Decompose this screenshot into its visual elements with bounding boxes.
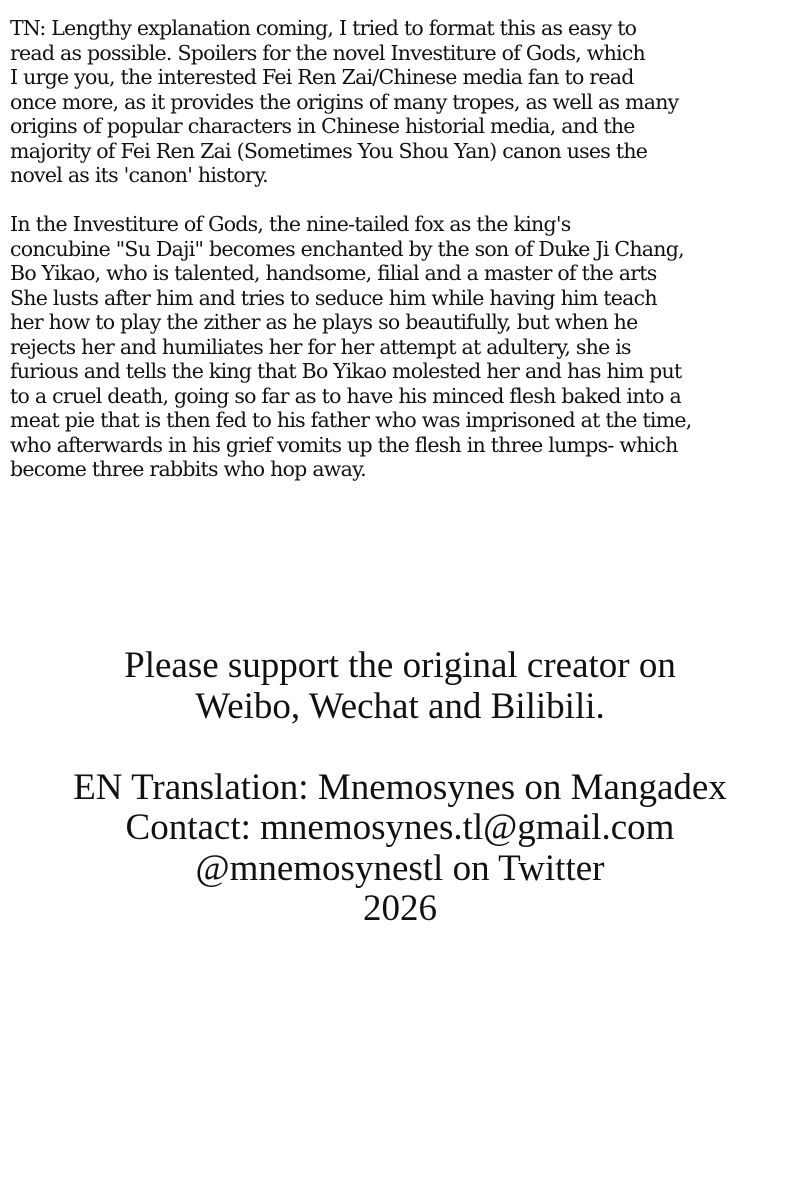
credits-block	[0, 646, 800, 930]
tn-line: furious and tells the king that Bo Yikao molested her and has him put	[10, 359, 682, 383]
tn-line: origins of popular characters in Chinese historial media, and the	[10, 114, 635, 138]
tn-line: In the Investiture of Gods, the nine-tailed fox as the king's	[10, 212, 571, 236]
tn-line: to a cruel death, going so far as to have his minced flesh baked into a	[10, 383, 681, 408]
tn-line: TN: Lengthy explanation coming, I tried to format this as easy to	[10, 16, 637, 40]
tn-line: concubine "Su Daji" becomes enchanted by the son of Duke Ji Chang,	[10, 236, 684, 261]
contact-email: Contact: mnemosynes.tl@gmail.com	[125, 807, 675, 848]
support-line-1: Please support the original creator on	[124, 645, 676, 686]
tn-line: her how to play the zither as he plays so beautifully, but when he	[10, 310, 638, 334]
translation-credit: EN Translation: Mnemosynes on Mangadex	[73, 766, 727, 808]
tn-line: who afterwards in his grief vomits up the flesh in three lumps- which	[10, 432, 678, 457]
tn-line: majority of Fei Ren Zai (Sometimes You Shou Yan) canon uses the	[10, 138, 648, 163]
support-line-2: Weibo, Wechat and Bilibili.	[195, 685, 605, 727]
tn-line: once more, as it provides the origins of many tropes, as well as many	[10, 89, 679, 114]
tn-line: rejects her and humiliates her for her attempt at adultery, she is	[10, 334, 631, 359]
tn-line: She lusts after him and tries to seduce him while having him teach	[10, 285, 657, 310]
tn-line: meat pie that is then fed to his father who was imprisoned at the time,	[10, 408, 692, 432]
tn-line: I urge you, the interested Fei Ren Zai/Chinese media fan to read	[10, 65, 634, 89]
year: 2026	[363, 888, 437, 929]
credits-spacer	[0, 727, 800, 768]
tn-line: read as possible. Spoilers for the novel Investiture of Gods, which	[10, 40, 646, 65]
tn-line: novel as its 'canon' history.	[10, 163, 268, 187]
tn-line: Bo Yikao, who is talented, handsome, filial and a master of the arts	[10, 261, 657, 285]
tn-paragraph-1	[10, 16, 795, 188]
tn-paragraph-2	[10, 212, 795, 482]
tn-line: become three rabbits who hop away.	[10, 457, 366, 481]
translator-note	[10, 16, 795, 482]
twitter-handle: @mnemosynestl on Twitter	[195, 847, 605, 889]
